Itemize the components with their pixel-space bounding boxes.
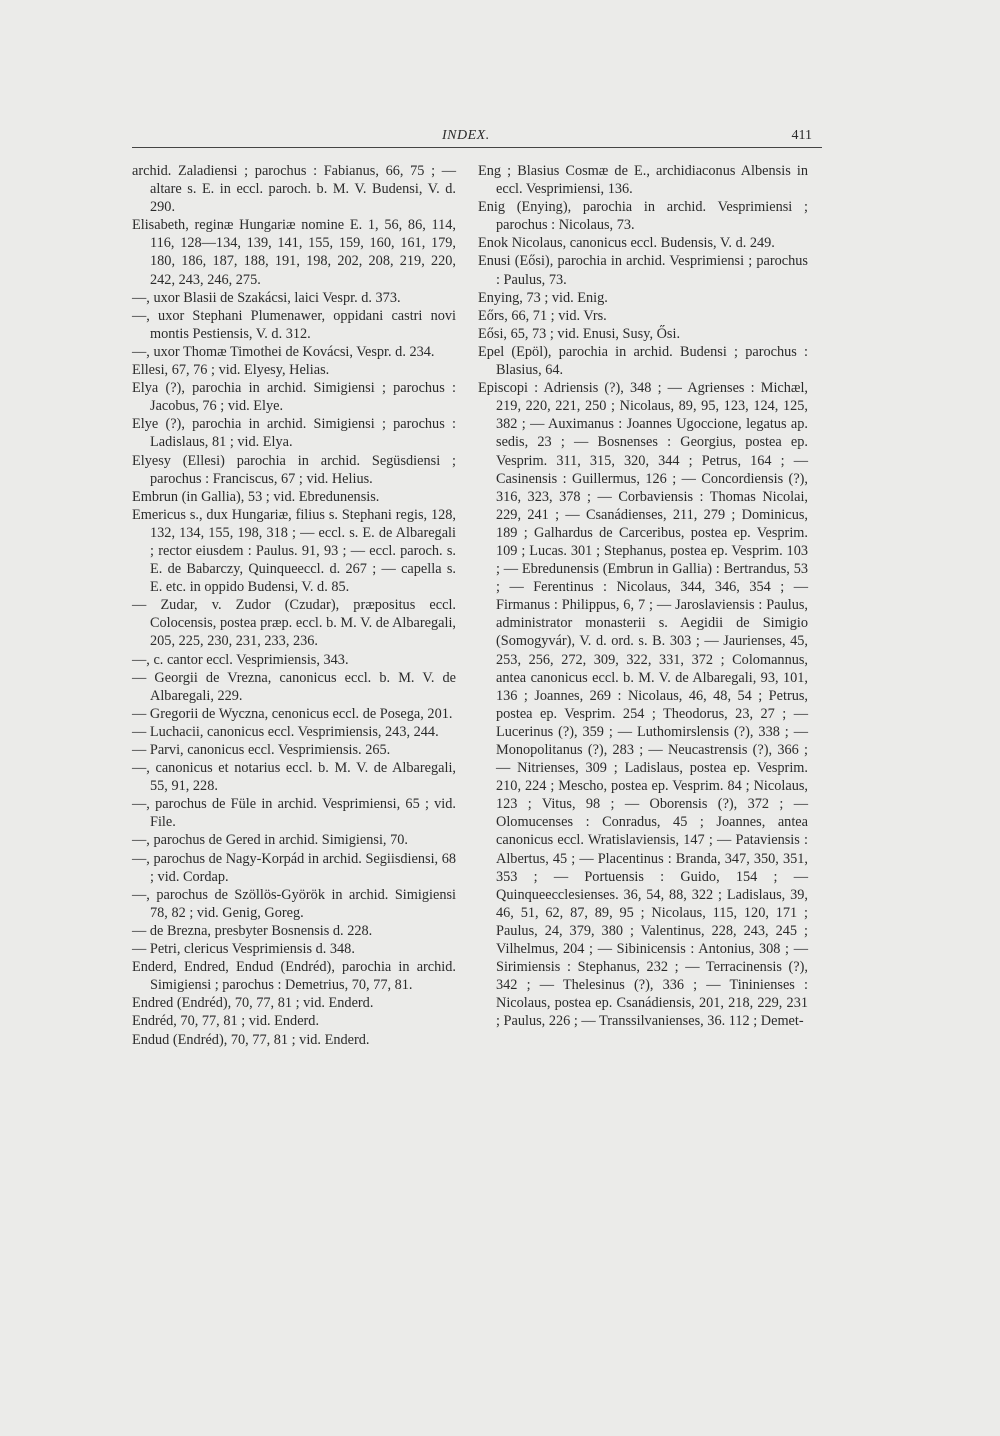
index-entry: Endred (Endréd), 70, 77, 81 ; vid. Enderd. bbox=[132, 995, 374, 1012]
index-entry: — de Brezna, presbyter Bosnensis d. 228. bbox=[132, 922, 373, 939]
index-entry: Enok Nicolaus, canonicus eccl. Budensis, V. d. 249. bbox=[478, 235, 775, 252]
index-entry: Ellesi, 67, 76 ; vid. Elyesy, Helias. bbox=[132, 362, 330, 379]
index-entry: Endud (Endréd), 70, 77, 81 ; vid. Enderd. bbox=[132, 1031, 370, 1048]
index-entry: Elyesy (Ellesi) parochia in archid. Següsdiensi ; parochus : Franciscus, 67 ; vid. Helius. bbox=[132, 452, 456, 487]
index-entry: Eng ; Blasius Cosmæ de E., archidiaconus Albensis in eccl. Vesprimiensi, 136. bbox=[478, 163, 808, 198]
page-number: 411 bbox=[791, 128, 812, 143]
index-entry: Enying, 73 ; vid. Enig. bbox=[478, 289, 608, 306]
index-entry: —, parochus de Füle in archid. Vesprimiensi, 65 ; vid. File. bbox=[132, 796, 456, 831]
header-rule bbox=[132, 147, 822, 148]
running-title: INDEX. bbox=[442, 128, 490, 143]
index-entry: Elye (?), parochia in archid. Simigiensi ; parochus : Ladislaus, 81 ; vid. Elya. bbox=[132, 416, 456, 451]
index-entry: Elisabeth, reginæ Hungariæ nomine E. 1, 56, 86, 114, 116, 128—134, 139, 141, 155, 159, 160, 161, 179, 180, 186, 187, 188, 191, 198, 202, 208, 219, 220, 242, 243, 246, 275. bbox=[132, 217, 456, 288]
index-entry: — Gregorii de Wyczna, cenonicus eccl. de Posega, 201. bbox=[132, 705, 453, 722]
index-entry: —, uxor Stephani Plumenawer, oppidani castri novi montis Pestiensis, V. d. 312. bbox=[132, 307, 456, 342]
page-header bbox=[132, 128, 822, 148]
index-entry: — Georgii de Vrezna, canonicus eccl. b. M. V. de Albaregali, 229. bbox=[132, 669, 456, 704]
index-entry: Endréd, 70, 77, 81 ; vid. Enderd. bbox=[132, 1013, 320, 1030]
right-index-column bbox=[478, 162, 808, 1031]
index-entry: Epel (Epöl), parochia in archid. Budensi ; parochus : Blasius, 64. bbox=[478, 343, 808, 379]
index-entry: Embrun (in Gallia), 53 ; vid. Ebredunensis. bbox=[132, 488, 380, 505]
index-entry: Eőrs, 66, 71 ; vid. Vrs. bbox=[478, 307, 607, 324]
index-entry: Elya (?), parochia in archid. Simigiensi ; parochus : Jacobus, 76 ; vid. Elye. bbox=[132, 380, 456, 415]
index-entry: —, parochus de Nagy-Korpád in archid. Segiisdiensi, 68 ; vid. Cordap. bbox=[132, 850, 456, 885]
index-entry: Enig (Enying), parochia in archid. Vesprimiensi ; parochus : Nicolaus, 73. bbox=[478, 199, 808, 234]
left-index-column bbox=[132, 162, 456, 1049]
index-entry: —, canonicus et notarius eccl. b. M. V. de Albaregali, 55, 91, 228. bbox=[132, 760, 456, 795]
index-entry: Enderd, Endred, Endud (Endréd), parochia in archid. Simigiensi ; parochus : Demetrius, 70, 77, 81. bbox=[132, 959, 456, 994]
index-entry: Enusi (Eősi), parochia in archid. Vesprimiensi ; parochus : Paulus, 73. bbox=[478, 253, 808, 288]
index-entry: — Parvi, canonicus eccl. Vesprimiensis. 265. bbox=[132, 742, 391, 758]
index-entry: —, c. cantor eccl. Vesprimiensis, 343. bbox=[132, 651, 349, 668]
index-entry: — Luchacii, canonicus eccl. Vesprimiensis, 243, 244. bbox=[132, 723, 439, 740]
index-entry: — Zudar, v. Zudor (Czudar), præpositus eccl. Colocensis, postea præp. eccl. b. M. V. de Albaregali, 205, 225, 230, 231, 233, 236. bbox=[132, 597, 456, 650]
index-entry: Emericus s., dux Hungariæ, filius s. Stephani regis, 128, 132, 134, 155, 198, 318 ; — eccl. s. E. de Albaregali ; rector eiusdem : Paulus. 91, 93 ; — eccl. paroch. s. E. de Babarczy, Quinqueeccl. d. 267 ; — capella s. E. etc. in oppido Budensi, V. d. 85. bbox=[132, 506, 456, 596]
index-entry: — Petri, clericus Vesprimiensis d. 348. bbox=[132, 941, 355, 958]
index-entry: —, parochus de Szöllös-Györök in archid. Simigiensi 78, 82 ; vid. Genig, Goreg. bbox=[132, 886, 456, 921]
index-entry: —, parochus de Gered in archid. Simigiensi, 70. bbox=[132, 832, 408, 849]
index-entry: Eősi, 65, 73 ; vid. Enusi, Susy, Ősi. bbox=[478, 325, 681, 342]
index-entry: —, uxor Thomæ Timothei de Kovácsi, Vespr. d. 234. bbox=[132, 343, 435, 360]
index-entry: archid. Zaladiensi ; parochus : Fabianus, 66, 75 ; — altare s. E. in eccl. paroch. b. M. V. Budensi, V. d. 290. bbox=[132, 163, 456, 216]
index-entry: Episcopi : Adriensis (?), 348 ; — Agrienses : Michæl, 219, 220, 221, 250 ; Nicolaus, 89, 95, 123, 124, 125, 382 ; — Auximanus : Joannes Ugoccione, legatus ap. sedis, 23 ; — Bosnenses : Georgius, postea ep. Vesprim. 311, 315, 320, 344 ; Petrus, 164 ; — Casinensis : Guillermus, 126 ; — Concordiensis (?), 316, 323, 378 ; — Corbaviensis : Thomas Nicolai, 229, 241 ; — Csanádienses, 211, 279 ; Dominicus, 189 ; Galhardus de Carceribus, postea ep. Vesprim. 109 ; Lucas. 301 ; Stephanus, postea ep. Vesprim. 103 ; — Ebredunensis (Embrun in Gallia) : Bertrandus, 53 ; — Ferentinus : Nicolaus, 344, 346, 354 ; — Firmanus : Philippus, 6, 7 ; — Jaroslaviensis : Paulus, administrator monasterii s. Aegidii de Simigio (Somogyvár), V. d. ord. s. B. 303 ; — Jaurienses, 45, 253, 256, 272, 309, 322, 331, 372 ; Colomannus, antea canonicus eccl. b. M. V. de Albaregali, 93, 101, 136 ; Joannes, 269 : Nicolaus, 46, 48, 54 ; Petrus, postea ep. Vesprim. 254 ; Theodorus, 23, 27 ; — Lucerinus (?), 359 ; — Luthomirslensis (?), 338 ; — Monopolitanus (?), 283 ; — Neucastrensis (?), 366 ; — Nitrienses, 309 ; Ladislaus, postea ep. Vesprim. 210, 224 ; Mescho, postea ep. Vesprim. 84 ; Nicolaus, 123 ; Vitus, 98 ; — Oborensis (?), 372 ; — Olomucenses : Conradus, 45 ; Joannes, antea canonicus eccl. Wratislaviensis, 147 ; — Pataviensis : Albertus, 45 ; — Placentinus : Branda, 347, 350, 351, 353 ; — Portuensis : Guido, 154 ; — Quinqueecclesienses. 36, 54, 88, 322 ; Ladislaus, 39, 46, 51, 62, 87, 89, 95 ; Nicolaus, 115, 120, 171 ; Paulus, 24, 379, 380 ; Valentinus, 228, 243, 245 ; Vilhelmus, 204 ; — Sibinicensis : Antonius, 308 ; — Sirimiensis : Stephanus, 232 ; — Terracinensis (?), 342 ; — Thelesinus (?), 336 ; — Tininienses : Nicolaus, postea ep. Csanádiensis, 201, 218, 229, 231 ; Paulus, 226 ; — Transsilvanienses, 36. 112 ; Demet- bbox=[478, 380, 808, 1030]
index-entry: —, uxor Blasii de Szakácsi, laici Vespr. d. 373. bbox=[132, 289, 401, 306]
